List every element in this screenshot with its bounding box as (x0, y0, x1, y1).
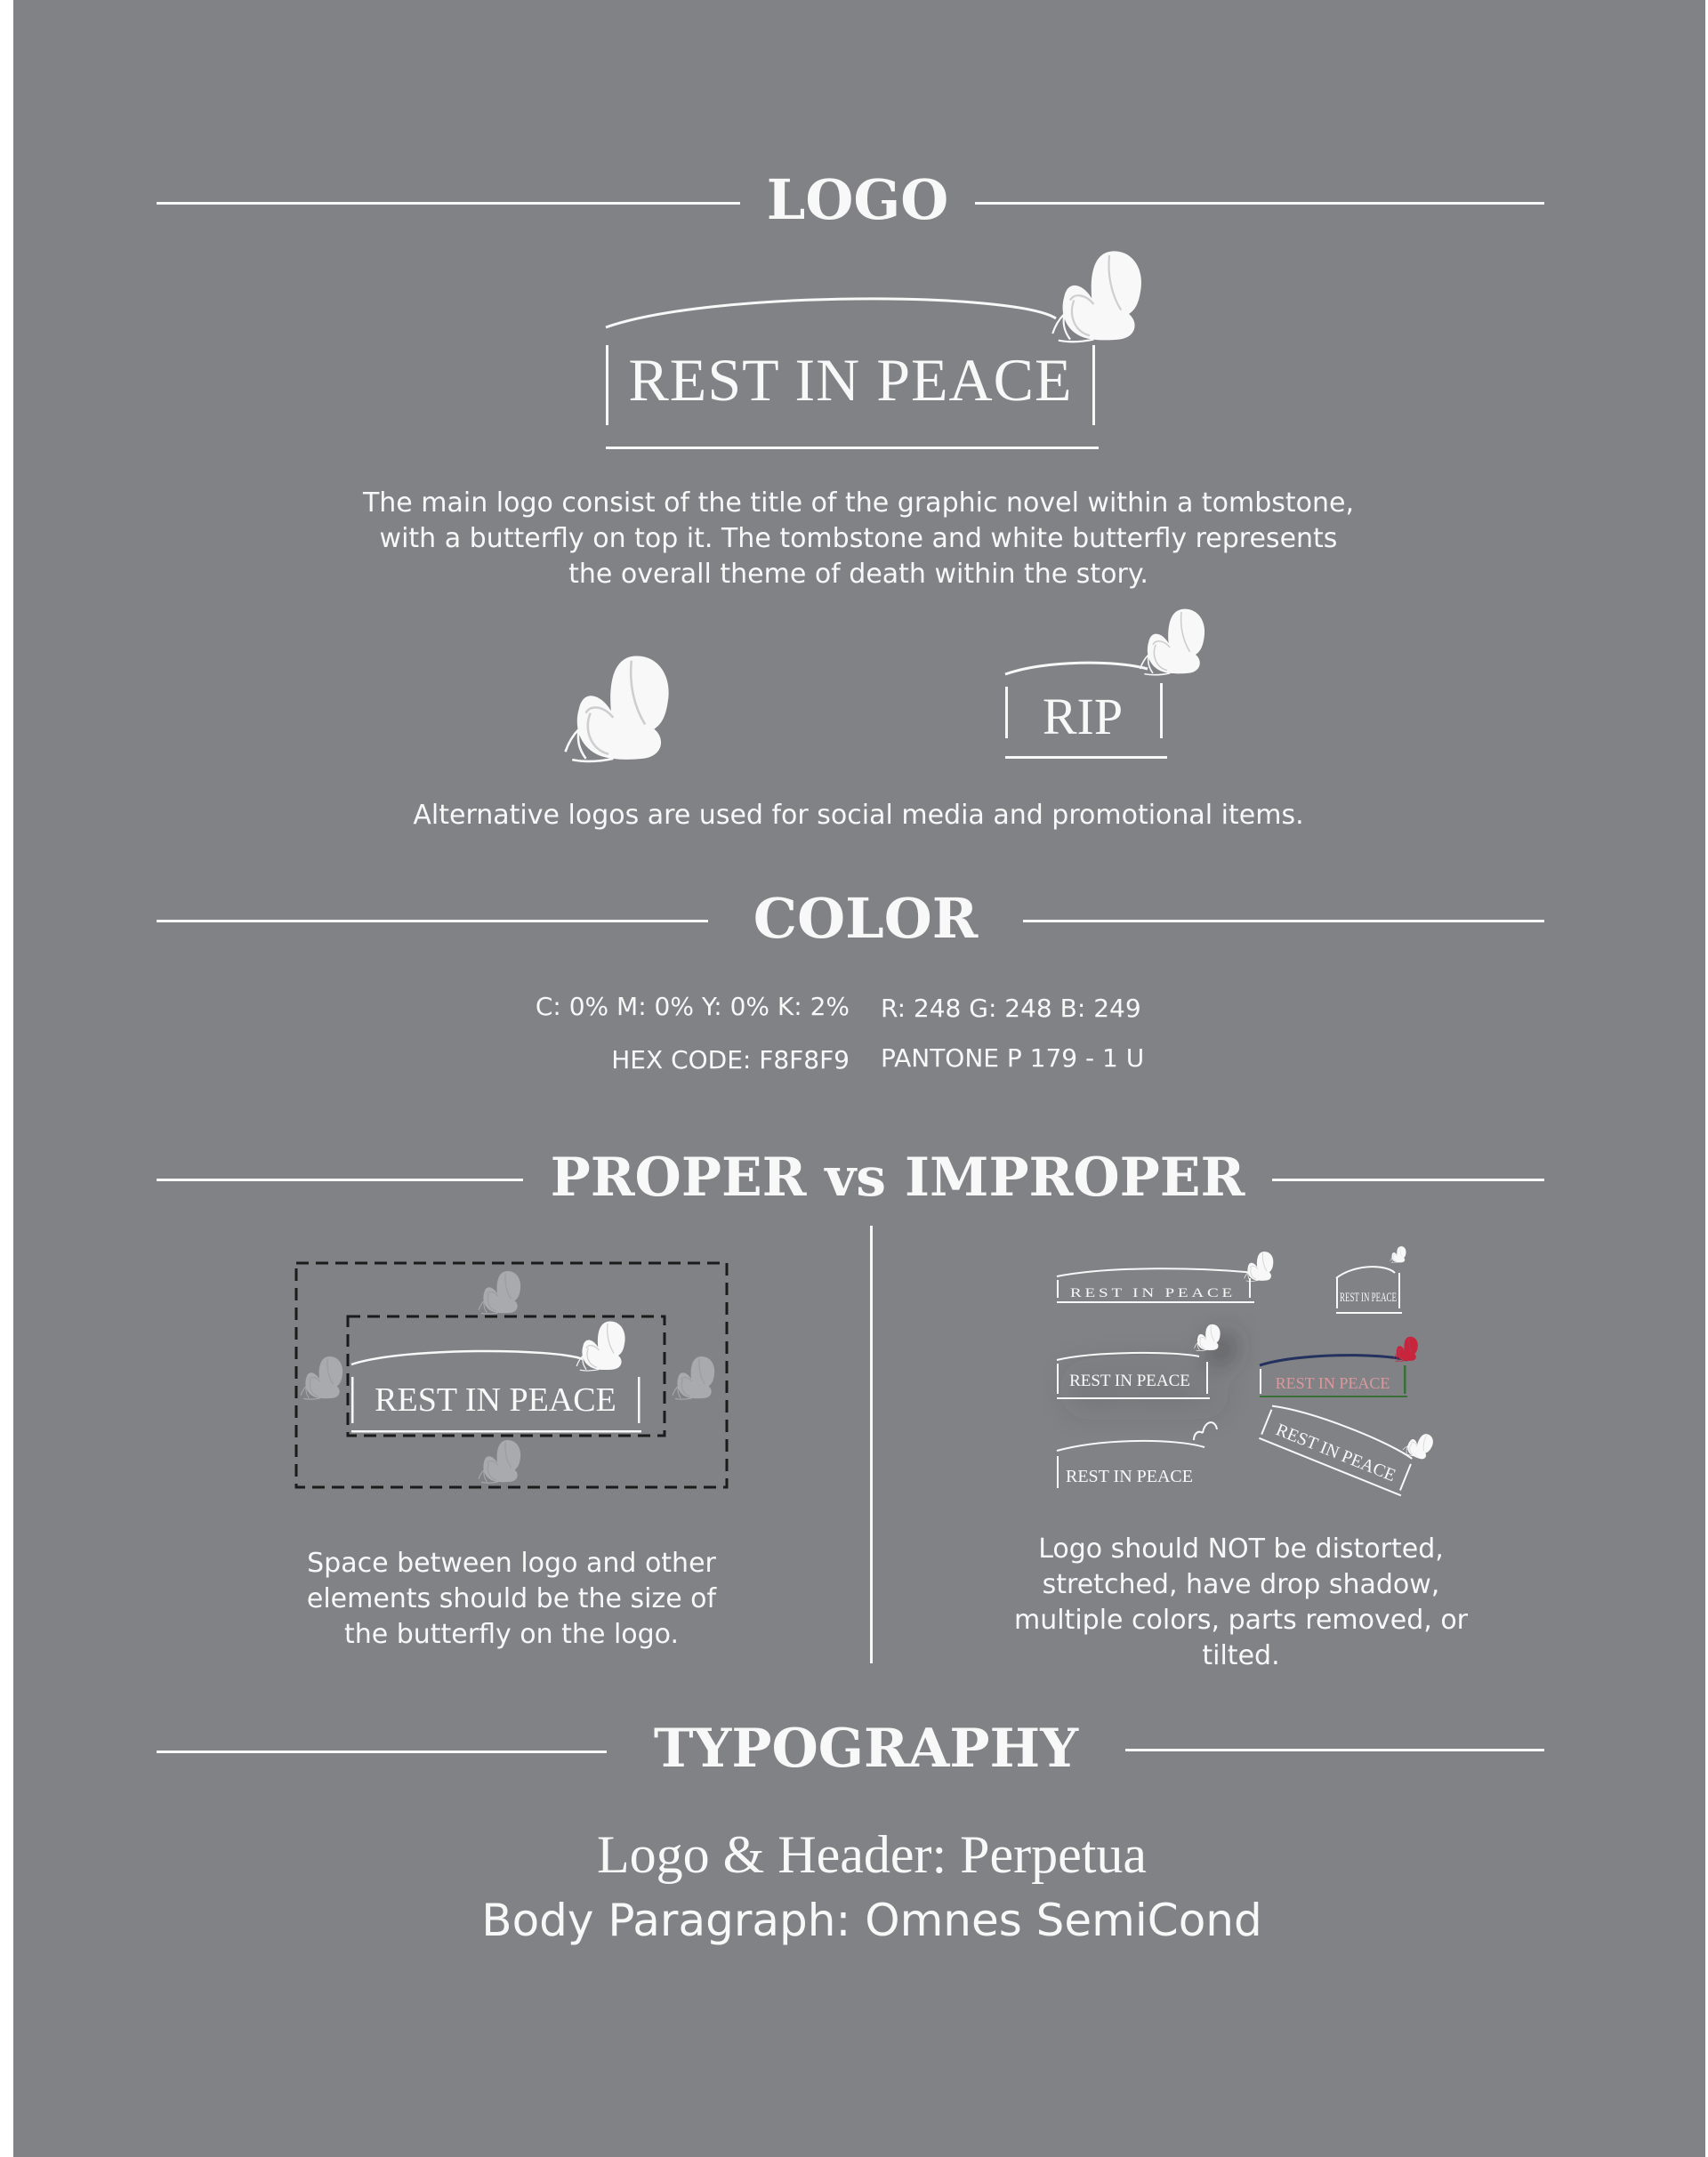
color-heading-rule-left (157, 920, 708, 922)
proper-heading-rule-left (157, 1179, 523, 1181)
rip-tomb-base (1005, 756, 1167, 759)
typography-heading-rule-right (1125, 1749, 1544, 1751)
proper-logo-tomb-base (351, 1430, 641, 1433)
clearspace-butterfly-top-icon (479, 1271, 520, 1314)
main-logo-arch (606, 299, 1056, 327)
main-logo-butterfly-icon (1052, 251, 1141, 342)
proper-logo-butterfly-icon (576, 1322, 624, 1372)
proper-section-heading: PROPER vs IMPROPER (550, 1147, 1245, 1209)
improper-stretched-logo (1057, 1252, 1273, 1303)
alt-logo-rip (992, 605, 1223, 774)
clearspace-butterfly-left-icon (301, 1356, 342, 1399)
shadow-butterfly-icon (1195, 1324, 1221, 1351)
proper-logo-text: REST IN PEACE (375, 1381, 616, 1419)
style-guide-sheet (13, 0, 1705, 2157)
proper-improper-divider (870, 1226, 873, 1663)
proper-clearspace-diagram (289, 1256, 734, 1505)
squished-butterfly-icon (1390, 1246, 1406, 1263)
color-hex: HEX CODE: F8F8F9 (611, 1045, 850, 1074)
improper-stretched-text: REST IN PEACE (1070, 1286, 1236, 1300)
improper-squished-text: REST IN PEACE (1340, 1291, 1397, 1305)
improper-tilted-text: REST IN PEACE (1273, 1420, 1398, 1486)
main-logo-tomb-base (606, 447, 1099, 449)
main-logo-text: REST IN PEACE (628, 346, 1073, 414)
rip-tomb-right (1160, 683, 1163, 738)
alt-logo-butterfly (561, 640, 713, 774)
tilted-butterfly-icon (1402, 1428, 1436, 1461)
alt-logo-rip-text: RIP (1042, 688, 1124, 745)
logo-heading-rule-left (157, 202, 740, 205)
logo-section-heading: LOGO (766, 167, 949, 232)
proper-logo-tomb-right (638, 1377, 640, 1423)
stretched-butterfly-icon (1245, 1252, 1274, 1281)
improper-parts-removed-text: REST IN PEACE (1066, 1467, 1193, 1486)
improper-multicolor-text: REST IN PEACE (1275, 1374, 1390, 1392)
rip-arch (1005, 663, 1148, 674)
improper-examples (1041, 1223, 1459, 1517)
color-pantone: PANTONE P 179 - 1 U (881, 1043, 1145, 1073)
improper-parts-removed-logo (1057, 1422, 1217, 1488)
alt-logo-caption: Alternative logos are used for social media and promotional items. (413, 800, 1304, 831)
typography-section-heading: TYPOGRAPHY (653, 1718, 1079, 1780)
clearspace-butterfly-bottom-icon (479, 1440, 520, 1483)
proper-logo-arch (351, 1351, 583, 1364)
color-cmyk: C: 0% M: 0% Y: 0% K: 2% (535, 992, 850, 1021)
rip-tomb-left (1005, 687, 1008, 738)
improper-squished-logo (1336, 1246, 1406, 1314)
improper-caption: Logo should NOT be distorted, stretched, have drop shadow, multiple colors, parts removed, or tilted. (1013, 1533, 1469, 1671)
proper-heading-rule-right (1272, 1179, 1544, 1181)
proper-logo-tomb-left (351, 1377, 354, 1423)
improper-shadow-text: REST IN PEACE (1069, 1372, 1190, 1390)
color-heading-rule-right (1023, 920, 1544, 922)
main-logo (597, 240, 1166, 454)
proper-caption: Space between logo and other elements should be the size of the butterfly on the logo. (306, 1548, 717, 1650)
typography-heading-rule-left (157, 1751, 607, 1753)
color-rgb: R: 248 G: 248 B: 249 (881, 994, 1141, 1023)
typography-body-font: Body Paragraph: Omnes SemiCond (481, 1895, 1262, 1946)
improper-shadow-logo (1057, 1324, 1221, 1399)
logo-heading-rule-right (975, 202, 1544, 205)
main-logo-tomb-left (606, 345, 608, 425)
typography-header-font: Logo & Header: Perpetua (596, 1825, 1148, 1884)
clearspace-butterfly-right-icon (673, 1356, 714, 1399)
alt-butterfly-icon (566, 656, 669, 761)
main-logo-tomb-right (1092, 345, 1095, 425)
logo-description: The main logo consist of the title of the graphic novel within a tombstone, with a butterfly on top it. The tombstone and white butterfly represents the overall theme of death within the story. (362, 487, 1355, 590)
improper-tilted-logo (1259, 1376, 1436, 1500)
color-section-heading: COLOR (753, 886, 979, 951)
rip-butterfly-icon (1140, 609, 1205, 675)
improper-multicolor-logo (1260, 1337, 1418, 1397)
